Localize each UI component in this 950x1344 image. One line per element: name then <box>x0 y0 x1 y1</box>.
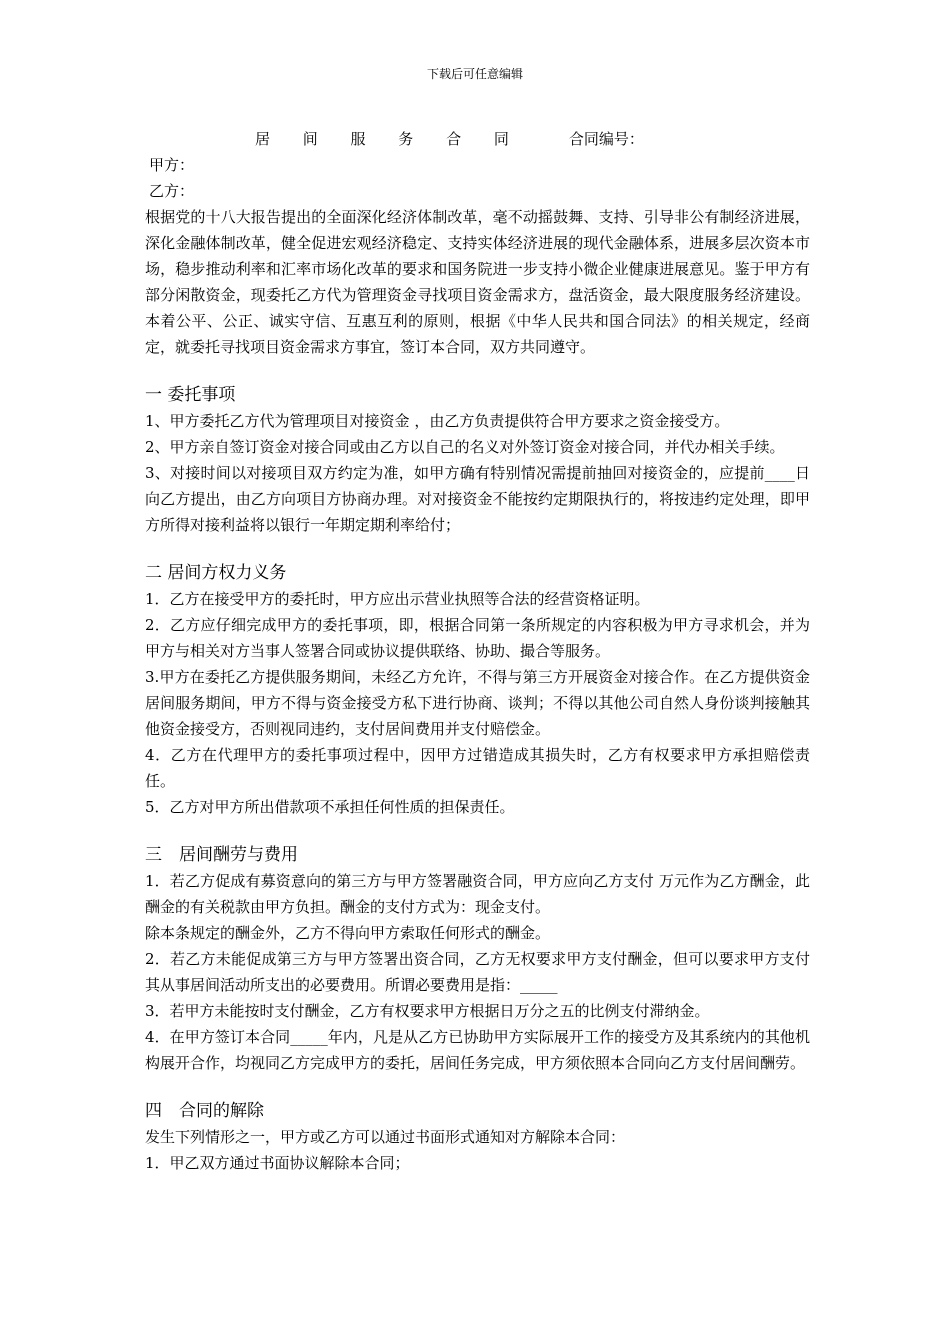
contract-body <box>145 126 810 1176</box>
contract-title: 居 间 服 务 合 同 <box>255 130 523 148</box>
clause: 1、甲方委托乙方代为管理项目对接资金 ，由乙方负责提供符合甲方要求之资金接受方。 <box>145 412 730 430</box>
clause: 1．甲乙双方通过书面协议解除本合同； <box>145 1154 410 1172</box>
clause: 1．乙方在接受甲方的委托时，甲方应出示营业执照等合法的经营资格证明。 <box>145 590 650 608</box>
party-b-label: 乙方： <box>149 182 195 200</box>
clause: 3、对接时间以对接项目双方约定为准，如甲方确有特别情况需提前抽回对接资金的，应提前____日向乙方提出，由乙方向项目方协商办理。对对接资金不能按约定期限执行的，将按违约定处理，即甲方所得对接利益将以银行一年期定期利率给付； <box>145 464 810 534</box>
section-3 <box>145 842 810 1076</box>
contract-number-label: 合同编号： <box>568 130 644 148</box>
clause: 2．乙方应仔细完成甲方的委托事项，即，根据合同第一条所规定的内容积极为甲方寻求机会，并为甲方与相关对方当事人签署合同或协议提供联络、协助、撮合等服务。 <box>145 616 810 660</box>
clause: 2．若乙方未能促成第三方与甲方签署出资合同，乙方无权要求甲方支付酬金，但可以要求甲方支付其从事居间活动所支出的必要费用。所谓必要费用是指：_____ <box>145 950 810 994</box>
section-4 <box>145 1098 810 1176</box>
clause: 4．在甲方签订本合同_____年内，凡是从乙方已协助甲方实际展开工作的接受方及其系统内的其他机构展开合作，均视同乙方完成甲方的委托，居间任务完成，甲方须依照本合同向乙方支付居间酬劳。 <box>145 1028 810 1072</box>
clause: 5．乙方对甲方所出借款项不承担任何性质的担保责任。 <box>145 798 515 816</box>
clause: 4．乙方在代理甲方的委托事项过程中，因甲方过错造成其损失时，乙方有权要求甲方承担赔偿责任。 <box>145 746 810 790</box>
section-heading: 一 委托事项 <box>145 385 236 405</box>
party-a-label: 甲方： <box>149 156 195 174</box>
clause: 发生下列情形之一，甲方或乙方可以通过书面形式通知对方解除本合同： <box>145 1128 626 1146</box>
clause: 3.甲方在委托乙方提供服务期间，未经乙方允许，不得与第三方开展资金对接合作。在乙方提供资金居间服务期间，甲方不得与资金接受方私下进行协商、谈判；不得以其他公司自然人身份谈判接触其他资金接受方，否则视同违约，支付居间费用并支付赔偿金。 <box>145 668 810 738</box>
preamble-paragraph: 根据党的十八大报告提出的全面深化经济体制改革，毫不动摇鼓舞、支持、引导非公有制经济进展，深化金融体制改革，健全促进宏观经济稳定、支持实体经济进展的现代金融体系，进展多层次资本市场，稳步推动利率和汇率市场化改革的要求和国务院进一步支持小微企业健康进展意见。鉴于甲方有部分闲散资金，现委托乙方代为管理资金寻找项目资金需求方，盘活资金，最大限度服务经济建设。本着公平、公正、诚实守信、互惠互利的原则，根据《中华人民共和国合同法》的相关规定，经商定，就委托寻找项目资金需求方事宜，签订本合同，双方共同遵守。 <box>145 208 810 356</box>
header-note: 下载后可任意编辑 <box>426 67 523 81</box>
title-row <box>145 126 810 152</box>
section-heading: 三 居间酬劳与费用 <box>145 845 298 865</box>
clause: 除本条规定的酬金外，乙方不得向甲方索取任何形式的酬金。 <box>145 924 551 942</box>
section-1 <box>145 382 810 538</box>
clause: 1．若乙方促成有募资意向的第三方与甲方签署融资合同，甲方应向乙方支付 万元作为乙方酬金，此酬金的有关税款由甲方负担。酬金的支付方式为：现金支付。 <box>145 872 810 916</box>
section-2 <box>145 560 810 820</box>
section-heading: 二 居间方权力义务 <box>145 563 287 583</box>
section-heading: 四 合同的解除 <box>145 1101 264 1121</box>
clause: 2、甲方亲自签订资金对接合同或由乙方以自己的名义对外签订资金对接合同，并代办相关手续。 <box>145 438 785 456</box>
clause: 3．若甲方未能按时支付酬金，乙方有权要求甲方根据日万分之五的比例支付滞纳金。 <box>145 1002 710 1020</box>
